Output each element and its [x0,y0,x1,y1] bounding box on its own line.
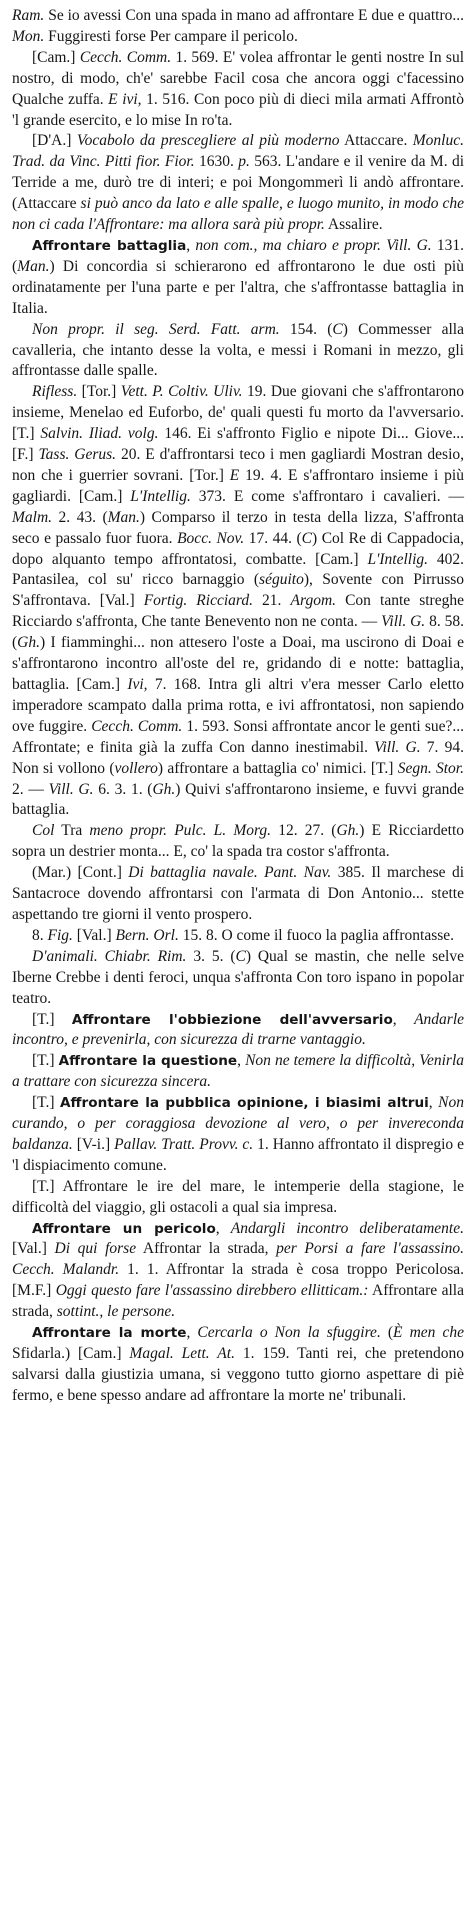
body-text: 6. 3. 1. ( [93,780,153,798]
italic-text: Vill. G. [381,613,426,631]
italic-text: Vocabolo da prescegliere al più moderno [76,132,340,150]
italic-text: L'Intellig. [367,550,429,568]
italic-text: E ivi, [108,90,142,108]
body-text: 1. 1. Affrontar la strada è cosa troppo Pericolosa. [M.F.] [12,1261,464,1300]
bold-headword: Affrontare la pubblica opinione, i biasimi altrui [60,1095,429,1112]
body-text: 131. ( [12,236,465,275]
italic-text: Salvin. Iliad. volg. [40,425,159,443]
entry-paragraph [12,1177,464,1219]
entry-paragraph [12,320,464,383]
body-text: [Val.] [72,926,116,944]
italic-text: È men che [393,1324,464,1342]
body-text: 1. 569. E' volea affrontar le genti nostre In sul nostro, di modo, ch'e' sarebbe Facil cosa che ancora oggi c'facessino Qualche zuffa. [12,48,464,108]
body-text: 20. E d'affrontarsi teco i men gagliardi Mostran desio, non che i guerrier sovrani. [Tor.] [12,446,464,484]
body-text: ) I fiamminghi... non attesero l'oste a Doai, ma uscirono di Doai e s'affrontarono incontro all'oste del re, gridando di e notte: battaglia, battaglia. [Cam.] [12,634,464,693]
body-text: 7. 168. Intra gli altri v'era messer Carlo eletto imperadore scampato dalla prima rotta, e ivi affrontatosi, non sapiendo ove fuggire. [12,676,465,735]
body-text: , [237,1052,246,1070]
body-text: 563. L'andare e il venire da M. di Terride a me, durò tre di interi; e poi Mongommerì li andò affrontare. (Attaccare [12,153,465,213]
body-text: , [186,236,196,254]
body-text: , [392,1010,415,1028]
entry-paragraph [12,1093,464,1177]
body-text: Assalire. [324,216,383,234]
italic-text: Tass. Gerus. [38,446,117,464]
body-text: 12. 27. ( [271,822,337,840]
body-text: 154. ( [279,320,333,338]
italic-text: Gh. [17,634,40,652]
entry-paragraph [12,236,464,320]
italic-text: Segn. Stor. [397,759,465,777]
entry-paragraph [12,6,464,48]
body-text: Se io avessi Con una spada in mano ad affrontare E due e quattro... [44,7,464,24]
italic-text: Vill. G. [48,780,94,798]
body-text: Affrontare alla strada, [12,1282,464,1321]
body-text: ) affrontare a battaglia co' nimici. [T.] [157,759,398,777]
italic-text: Man. [17,257,50,275]
body-text: Fuggiresti forse Per campare il pericolo. [44,27,298,45]
italic-text: meno propr. Pulc. L. Morg. [89,822,272,840]
body-text: 1. 516. Con poco più di dieci mila armati Affrontò 'l grande esercito, e lo mise In ro'ta. [12,90,464,129]
italic-text: Vill. G. [374,738,421,756]
body-text: ) Quivi s'affrontarono insieme, e fuvvi grande battaglia. [12,780,464,819]
body-text: Attaccare. [339,132,413,150]
body-text: ) Qual se mastin, che nelle selve Iberne Crebbe i denti feroci, unqua s'affronta Con toro ispano in popolar teatro. [12,947,464,1007]
italic-text: si può anco da lato e alle spalle, e luogo munito, in modo che non ci cada l'Affrontare: ma allora sarà più propr. [12,195,464,234]
body-text: ) Col Re di Cappadocia, dopo alquanto tempo affrontatosi, combatte. [Cam.] [12,529,464,568]
italic-text: E [229,466,240,484]
body-text: 7. 94. Non si vollono ( [12,738,464,777]
body-text: 1. 593. Sonsi affrontate ancor le genti sue?... Affrontate; e finita già la zuffa Con danno inestimabil. [12,717,465,756]
body-text: 8. [32,926,48,944]
body-text: 21. [252,592,291,610]
body-text: ) Commesser alla cavalleria, che intanto desse la volta, e messi i Romani in mezzo, gli affrontasse dalle spalle. [12,320,464,380]
body-text: [T.] [32,1052,59,1070]
body-text: Tra [54,822,90,840]
entry-paragraph [12,1323,464,1407]
body-text: 15. 8. O come il fuoco la paglia affrontasse. [178,926,455,944]
italic-text: vollero [114,759,158,777]
bold-headword: Affrontare la questione [58,1053,238,1070]
body-text: 3. 5. ( [186,947,236,965]
italic-text: L'Intellig. [130,487,191,505]
italic-text: Non curando, o per coraggiosa devozione al vero, o per invereconda baldanza. [12,1094,464,1153]
italic-text: Rifless. [32,383,78,401]
body-text: [T.] [32,1094,60,1112]
body-text: 1. Hanno affrontato il dispregio e 'l dispiacimento comune. [12,1135,464,1174]
body-text: , [215,1219,231,1237]
italic-text: Ram. [12,7,45,24]
entry-paragraph [12,131,464,236]
entry-paragraph [12,48,464,132]
body-text: Sfidarla.) [Cam.] [12,1345,130,1362]
body-text: [V-i.] [72,1135,115,1153]
italic-text: Magal. Lett. At. [129,1345,235,1362]
italic-text: Cercarla o Non la sfuggire. [197,1324,381,1342]
bold-headword: Affrontare battaglia [32,237,187,254]
italic-text: Argom. [290,592,337,610]
body-text: 402. Pantasilea, col su' ricco barnaggio ( [12,550,465,589]
entry-paragraph [12,926,464,947]
entry-paragraph [12,863,464,926]
body-text: [T.] Affrontare le ire del mare, le intemperie della stagione, le difficoltà del viaggio, gli ostacoli a qual sia impresa. [12,1177,464,1216]
body-text: [D'A.] [32,132,77,150]
italic-text: C [301,529,313,547]
italic-text: Cecch. Comm. [79,48,172,66]
body-text: ) E Ricciardetto sopra un destrier monta... E, co' la spada tra costor s'affronta. [12,822,464,861]
italic-text: Bocc. Nov. [177,529,245,547]
body-text: , [428,1094,439,1112]
body-text: 2. — [12,780,49,798]
italic-text: D'animali. Chiabr. Rim. [32,947,187,965]
italic-text: Non ne temere la difficoltà, Venirla a trattare con sicurezza sincera. [12,1052,464,1091]
body-text: [Val.] [12,1240,55,1258]
body-text: ) Comparso il terzo in testa della lizza, S'affronta seco e passalo fuor fuora. [12,508,464,547]
italic-text: Fig. [47,926,73,944]
italic-text: Pallav. Tratt. Provv. c. [114,1135,254,1153]
italic-text: Di battaglia navale. Pant. Nav. [128,864,332,882]
italic-text: Monluc. Trad. da Vinc. Pitti fior. Fior. [12,132,464,171]
italic-text: Fortig. Ricciard. [143,592,253,610]
body-text: [Tor.] [77,383,121,401]
italic-text: sottint., le persone. [56,1303,176,1321]
italic-text: per Porsi a fare l'assassino. Cecch. Malandr. [12,1240,464,1279]
italic-text: Mon. [12,27,45,45]
body-text: [T.] [32,1010,72,1028]
body-text: , [186,1324,198,1342]
entry-text-column [12,6,464,1407]
italic-text: Vett. P. Coltiv. Uliv. [120,383,243,401]
entry-paragraph [12,382,464,821]
entry-paragraph [12,1219,464,1324]
italic-text: Cecch. Comm. [91,717,183,735]
body-text: 2. 43. ( [52,508,108,526]
body-text: 146. Ei s'affronto Figlio e nipote Di... Giove... [F.] [12,425,465,464]
body-text: Affrontar la strada, [136,1240,277,1258]
body-text: 1. 159. Tanti rei, che pretendono salvarsi dalla giustizia umana, si veggono tutto giorno aspettare di piè fermo, e bene spesso andare ad affrontare la morte ne' tribunali. [12,1345,465,1404]
body-text: 373. E come s'affrontaro i cavalieri. — [190,487,464,505]
entry-paragraph [12,1010,464,1052]
italic-text: Non propr. il seg. Serd. Fatt. arm. [32,320,280,338]
body-text: ( [380,1324,394,1342]
body-text: 19. 4. E s'affrontaro insieme i più gagliardi. [Cam.] [12,466,464,505]
body-text: ), Sovente con Pirrusso S'affrontava. [Val.] [12,571,465,610]
body-text: [Cam.] [32,48,80,66]
italic-text: Ivi, [127,676,148,693]
body-text: (Mar.) [Cont.] [32,864,129,882]
bold-headword: Affrontare l'obbiezione dell'avversario [71,1011,393,1028]
body-text: 1630. [194,153,239,171]
italic-text: Bern. Orl. [115,926,179,944]
italic-text: Andarle incontro, e prevenirla, con sicurezza di trarne vantaggio. [12,1010,464,1049]
italic-text: Gh. [336,822,360,840]
italic-text: C [235,947,246,965]
italic-text: non com., ma chiaro e propr. Vill. G. [195,236,432,254]
body-text: 385. Il marchese di Santacroce dovendo affrontarsi con l'armata di Don Antonio... stette aspettando tre giorni il vento prospero. [12,864,464,923]
body-text: 17. 44. ( [244,529,302,547]
entry-paragraph [12,1051,464,1093]
body-text: 8. 58. ( [12,613,465,652]
entry-paragraph [12,821,464,863]
italic-text: p. [238,153,250,171]
bold-headword: Affrontare la morte [32,1325,187,1342]
italic-text: Man. [107,508,140,526]
body-text: ) Di concordia si schierarono ed affrontarono le due osti più ordinatamente per l'una parte e per l'altra, che s'affrontasse battaglia in Italia. [12,257,464,317]
italic-text: C [332,320,343,338]
italic-text: Oggi questo fare l'assassino direbbero ellitticam.: [55,1282,369,1300]
body-text: Con tante streghe Ricciardo s'affronta, Che tante Benevento non ne conta. — [12,592,464,631]
italic-text: Di qui forse [54,1240,137,1258]
italic-text: séguito [259,571,304,589]
italic-text: Malm. [12,508,53,526]
italic-text: Andargli incontro deliberatamente. [230,1219,464,1237]
italic-text: Col [32,822,55,840]
body-text: 19. Due giovani che s'affrontarono insieme, Menelao ed Euforbo, de' quali questi fu morto da l'avversario. [T.] [12,383,464,443]
italic-text: Gh. [152,780,176,798]
bold-headword: Affrontare un pericolo [32,1220,216,1237]
entry-paragraph [12,947,464,1010]
